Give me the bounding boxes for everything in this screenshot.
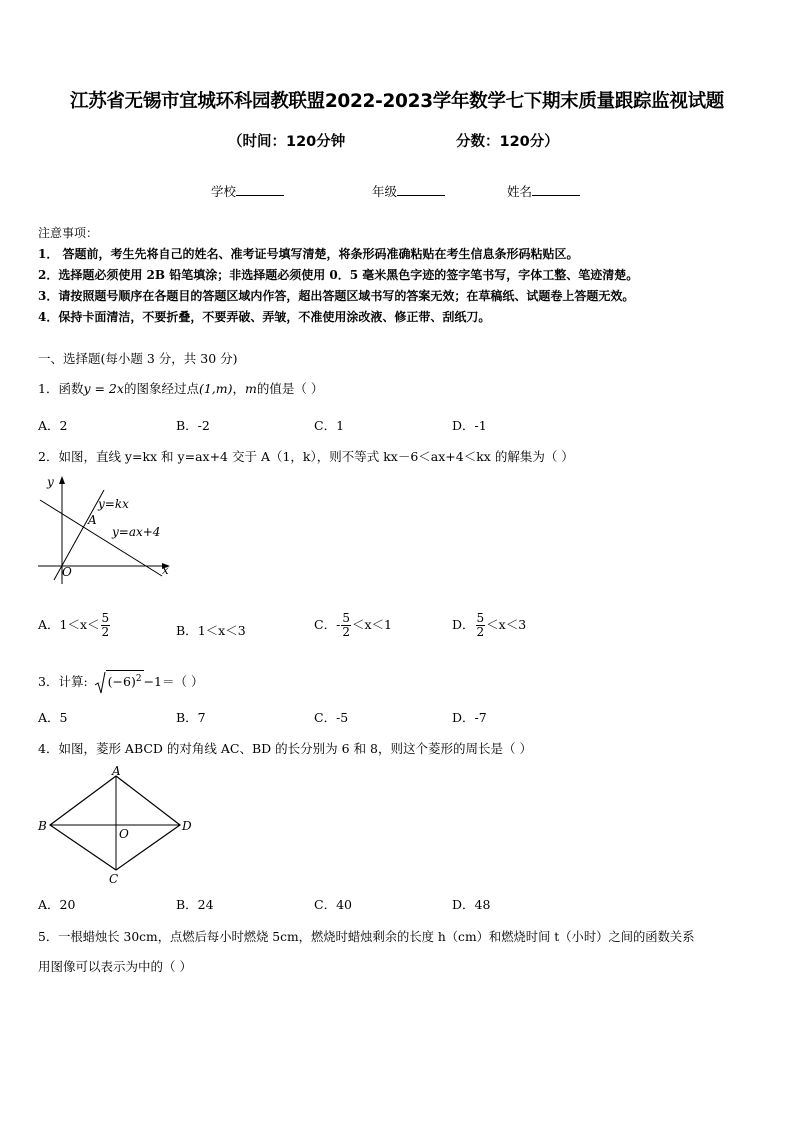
point-a-label: A (88, 513, 97, 527)
x-label: x (162, 563, 169, 577)
vertex-b-label: B (38, 819, 47, 833)
q4-figure (36, 764, 196, 888)
option-letter: D． (452, 617, 475, 632)
vertex-c-label: C (109, 872, 119, 886)
grade-blank (397, 183, 445, 196)
numerator: 5 (101, 611, 110, 625)
question-5-line-2: 用图像可以表示为中的（ ） (38, 959, 192, 974)
option-letter: B． (176, 623, 198, 638)
vertex-a-label: A (112, 764, 121, 778)
q2-option-a (38, 612, 111, 639)
grade-field (372, 182, 445, 200)
q1-comma: ， (232, 381, 246, 396)
name-field (507, 182, 580, 200)
radicand (106, 670, 144, 690)
center-o-label: O (119, 827, 129, 841)
notice-item-4: 4．保持卡面清洁，不要折叠，不要弄破、弄皱，不准使用涂改液、修正带、刮纸刀。 (38, 310, 491, 324)
q4-option-a: A．20 (38, 897, 76, 912)
q4-option-b: B．24 (176, 897, 214, 912)
q2-option-c (314, 612, 392, 639)
exam-title: 江苏省无锡市宜城环科园教联盟2022-2023学年数学七下期末质量跟踪监视试题 (70, 91, 724, 112)
grade-label: 年级 (372, 184, 398, 199)
school-label: 学校 (211, 184, 237, 199)
question-3 (38, 670, 203, 695)
denominator: 2 (342, 625, 350, 639)
question-5-line-1: 5．一根蜡烛长 30cm，点燃后每小时燃烧 5cm，燃烧时蜡烛剩余的长度 h（cm）和燃烧时间 t（小时）之间的函数关系 (38, 930, 695, 944)
q1-option-b: B．-2 (176, 418, 210, 433)
question-1 (38, 379, 323, 397)
q1-suffix: 的值是（ ） (256, 381, 324, 396)
denominator: 2 (476, 625, 485, 639)
name-label: 姓名 (507, 184, 533, 199)
fraction (476, 612, 486, 639)
notice-item-1: 1． 答题前，考生先将自己的姓名、准考证号填写清楚，将条形码准确粘贴在考生信息条形码粘贴区。 (38, 247, 579, 261)
name-blank (532, 183, 580, 196)
school-field (211, 182, 284, 200)
option-letter: A． (38, 617, 60, 632)
q3-option-a: A．5 (38, 710, 68, 725)
q4-option-c: C．40 (314, 897, 352, 912)
q1-option-d: D．-1 (452, 418, 487, 433)
school-blank (236, 183, 284, 196)
q3-prefix: 3．计算: (38, 674, 88, 690)
notice-title: 注意事项： (38, 226, 99, 240)
option-letter: C． (314, 617, 337, 632)
q2-option-b (176, 621, 246, 639)
q1-prefix: 1．函数 (38, 381, 84, 396)
q3-tail: −1＝（ ） (143, 674, 204, 690)
y-axis-arrow (59, 476, 65, 484)
option-pre: 1＜x＜3 (197, 623, 246, 638)
radical-sign (94, 671, 106, 695)
question-2: 2．如图，直线 y=kx 和 y=ax+4 交于 A（1，k），则不等式 kx－6＜ax+4＜kx 的解集为（ ） (38, 449, 574, 464)
q1-var: m (245, 381, 257, 396)
option-pre: 1＜x＜ (59, 617, 100, 632)
fraction (101, 612, 111, 639)
line-kx-label: y=kx (98, 497, 129, 511)
vertex-d-label: D (182, 819, 192, 833)
q3-option-b: B．7 (176, 710, 206, 725)
line-ax-label: y=ax+4 (112, 525, 161, 539)
option-post: ＜x＜3 (486, 617, 527, 632)
option-pre: - (336, 617, 341, 632)
origin-label: O (62, 565, 72, 579)
fraction (341, 612, 351, 639)
exam-time: （时间：120分钟 (228, 134, 346, 150)
rhombus (50, 776, 180, 870)
question-4: 4．如图，菱形 ABCD 的对角线 AC、BD 的长分别为 6 和 8，则这个菱形的周长是（ ） (38, 741, 532, 756)
section-heading: 一、选择题(每小题 3 分，共 30 分) (38, 351, 238, 366)
radicand-base: (−6) (107, 674, 136, 690)
q1-mid: 的图象经过点 (123, 381, 199, 396)
exam-score: 分数：120分） (456, 134, 559, 150)
q1-option-a: A．2 (38, 418, 68, 433)
denominator: 2 (101, 625, 110, 639)
q2-option-d (452, 612, 526, 639)
q2-figure (34, 472, 179, 584)
notice-item-3: 3．请按照题号顺序在各题目的答题区域内作答，超出答题区域书写的答案无效；在草稿纸、试题卷上答题无效。 (38, 289, 635, 303)
radicand-exponent: 2 (135, 674, 142, 684)
option-post: ＜x＜1 (351, 617, 392, 632)
numerator: 5 (476, 611, 485, 625)
q3-option-c: C．-5 (314, 710, 349, 725)
q3-option-d: D．-7 (452, 710, 487, 725)
q4-option-d: D．48 (452, 897, 491, 912)
q1-point: (1,m) (198, 381, 233, 396)
q1-formula: y = 2x (83, 381, 124, 396)
y-label: y (47, 475, 54, 489)
q1-option-c: C．1 (314, 418, 345, 433)
numerator: 5 (342, 611, 350, 625)
notice-item-2: 2．选择题必须使用 2B 铅笔填涂；非选择题必须使用 0．5 毫米黑色字迹的签字笔书写，字体工整、笔迹清楚。 (38, 268, 639, 282)
